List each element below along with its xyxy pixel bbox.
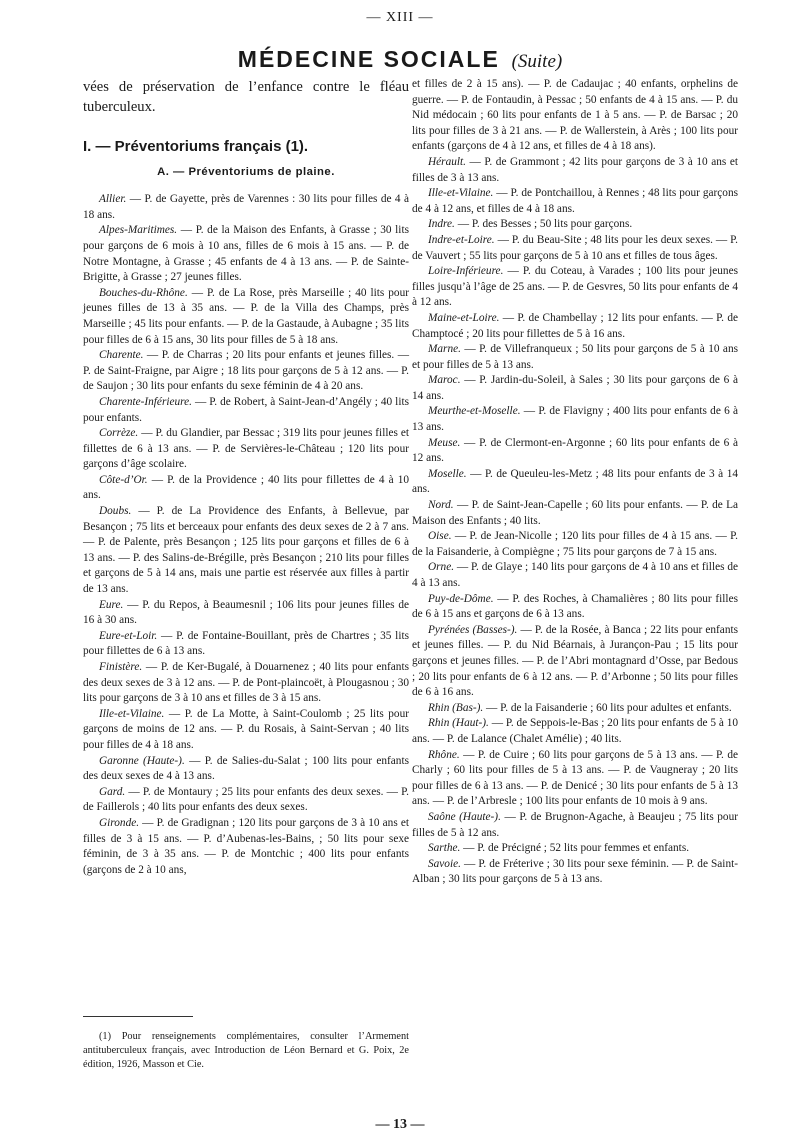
entry-text: — P. de La Providence des Enfants, à Bellevue, par Besançon ; 75 lits et berceaux pour enfants des deux sexes de 2 à 7 ans. — P. de Palente, près Besançon ; 125 lits pour garçons et filles de 6 à 13 ans. — P. des Salins-de-Brégille, près Besançon ; 210 lits pour filles et garçons de 5 à 14 ans, mais une partie est réservée aux filles à partir de 13 ans. [83, 505, 409, 596]
entry-place: Rhin (Haut-). [428, 717, 489, 730]
entry-place: Gironde. [99, 816, 140, 829]
entry-text: — P. de la Providence ; 40 lits pour fillettes de 4 à 10 ans. [83, 473, 409, 502]
entry-place: Loire-Inférieure. [428, 265, 504, 278]
entry-3 [83, 286, 409, 348]
entry-place: Puy-de-Dôme. [428, 592, 494, 605]
entry-place: Charente-Inférieure. [99, 395, 192, 408]
footnote: (1) Pour renseignements complémentaires, consulter l’Armement antituberculeux français, avec Introduction de Léon Bernard et G. Poix, 2e édition, 1926, Masson et Cie. [83, 1031, 409, 1070]
roman-page-number: — XIII — [366, 10, 434, 25]
entry-text: — P. de Clermont-en-Argonne ; 60 lits pour enfants de 6 à 12 ans. [412, 436, 738, 465]
entry-1 [412, 155, 738, 186]
entry-text: — P. de La Rose, près Marseille ; 40 lits pour jeunes filles de 13 à 35 ans. — P. de la Villa des Champs, près Marseille ; 45 lits pour enfants. — P. de la Gastaude, à Aubagne ; 35 lits pour filles de 6 à 15 ans, 30 lits pour filles de 5 à 18 ans. [83, 286, 409, 346]
entry-4 [83, 348, 409, 395]
entry-9 [412, 404, 738, 435]
entry-9 [83, 598, 409, 629]
entry-place: Indre. [428, 218, 455, 231]
entry-text: — P. de Charras ; 20 lits pour enfants et jeunes filles. — P. de Saint-Fraigne, par Aigre ; 18 lits pour garçons de 5 à 12 ans. — P. de Saujon ; 30 lits pour enfants du sexe féminin de 4 à 20 ans. [83, 349, 409, 393]
entry-2 [83, 223, 409, 285]
entry-text: — P. de Ker-Bugalé, à Douarnenez ; 40 lits pour enfants des deux sexes de 3 à 12 ans. — P. de Pont-plaincoët, à Plougasnou ; 30 lits pour garçons de 3 à 10 ans et filles de 3 à 15 ans. [83, 661, 409, 705]
entry-place: Alpes-Maritimes. [99, 224, 178, 237]
entry-text: — P. de Fontaine-Bouillant, près de Chartres ; 35 lits pour fillettes de 6 à 13 ans. [83, 629, 409, 658]
entry-11 [412, 467, 738, 498]
entry-text: — P. du Glandier, par Bessac ; 319 lits pour jeunes filles et fillettes de 6 à 13 ans. — P. de Servières-le-Château ; 120 lits pour garçons d’âge scolaire. [83, 427, 409, 471]
right-entries [412, 155, 738, 888]
title-suffix: (Suite) [511, 51, 563, 72]
entry-text: — P. de la Rosée, à Banca ; 22 lits pour enfants et jeunes filles. — P. du Nid Béarnais, à Jurançon-Pau ; 15 lits pour garçons et jeunes filles. — P. de l’Abri montagnard d’Osse, par Bedous ; 20 lits pour enfants de 6 à 12 ans. — P. d’Arbonne ; 50 lits pour filles de 6 à 16 ans. [412, 623, 739, 699]
entry-text: — P. de Robert, à Saint-Jean-d’Angély ; 40 lits pour enfants. [83, 395, 409, 424]
entry-place: Ille-et-Vilaine. [428, 187, 494, 200]
entry-place: Eure. [99, 598, 124, 611]
entry-12 [83, 707, 409, 754]
entry-8 [412, 373, 738, 404]
subsection-heading [83, 165, 409, 181]
entry-place: Orne. [428, 561, 455, 574]
entry-text: — P. de Queuleu-les-Metz ; 48 lits pour enfants de 3 à 14 ans. [412, 467, 738, 496]
entry-2 [412, 186, 738, 217]
entry-5 [412, 264, 738, 311]
entry-text: — P. de Fréterive ; 30 lits pour sexe féminin. — P. de Saint-Alban ; 30 lits pour garçons de 5 à 13 ans. [412, 857, 738, 886]
entry-place: Côte-d’Or. [99, 473, 148, 486]
entry-place: Hérault. [428, 155, 466, 168]
entry-text: — P. de Précigné ; 52 lits pour femmes et enfants. [460, 842, 690, 855]
entry-11 [83, 660, 409, 707]
entry-place: Bouches-du-Rhône. [99, 286, 188, 299]
title-text: MÉDECINE SOCIALE [237, 46, 500, 72]
entry-place: Garonne (Haute-). [99, 754, 185, 767]
entry-text: — P. de Salies-du-Salat ; 100 lits pour enfants des deux sexes de 4 à 13 ans. [83, 754, 409, 783]
entry-14 [83, 785, 409, 816]
entry-text: — P. de Gradignan ; 120 lits pour garçons de 3 à 10 ans et filles de 3 à 15 ans. — P. d’Aubenas-les-Bains, ; 50 lits pour sexe féminin, de 3 à 35 ans. — P. de Montchic ; 400 lits pour enfants (garçons de 2 à 10 ans, [83, 816, 409, 876]
entry-15 [412, 592, 738, 623]
right-column [412, 77, 738, 888]
entry-13 [83, 754, 409, 785]
entry-text: — P. du Repos, à Beaumesnil ; 106 lits pour jeunes filles de 16 à 30 ans. [83, 598, 409, 627]
entry-text: — P. de Gayette, près de Varennes : 30 lits pour filles de 4 à 18 ans. [83, 193, 409, 221]
continued-paragraph: vées de préservation de l’enfance contre le fléau tuberculeux. [83, 79, 409, 115]
entry-text: — P. de Montaury ; 25 lits pour enfants des deux sexes. — P. de Faillerols ; 40 lits pour enfants des deux sexes. [83, 785, 409, 814]
entry-place: Ille-et-Vilaine. [99, 707, 165, 720]
entry-text: — P. de Seppois-le-Bas ; 20 lits pour enfants de 5 à 10 ans. — P. de Lalance (Chalet Amélie) ; 40 lits. [412, 717, 739, 745]
page-title [0, 46, 800, 75]
entry-place: Allier. [99, 193, 127, 206]
entry-8 [83, 504, 409, 598]
entry-4 [412, 233, 738, 264]
entry-13 [412, 529, 738, 560]
entry-place: Nord. [428, 499, 454, 512]
entry-16 [412, 623, 738, 701]
entry-place: Charente. [99, 349, 144, 362]
footnote-divider [83, 1016, 193, 1017]
entry-22 [412, 857, 738, 888]
entry-place: Maine-et-Loire. [428, 311, 500, 324]
entry-15 [83, 816, 409, 878]
entry-place: Pyrénées (Basses-). [428, 623, 518, 636]
entry-7 [412, 342, 738, 373]
entry-text: — P. de Grammont ; 42 lits pour garçons de 3 à 10 ans et filles de 3 à 13 ans. [412, 155, 738, 184]
entry-5 [83, 395, 409, 426]
left-column [83, 77, 409, 878]
entry-place: Doubs. [99, 505, 132, 518]
entry-place: Savoie. [428, 857, 461, 870]
entry-12 [412, 498, 738, 529]
entry-place: Moselle. [428, 467, 467, 480]
entry-place: Saône (Haute-). [428, 810, 501, 823]
entry-21 [412, 841, 738, 857]
entry-text: — P. de La Motte, à Saint-Coulomb ; 25 lits pour garçons de moins de 12 ans. — P. du Rosais, à Saint-Servan ; 40 lits pour filles de 4 à 18 ans. [83, 707, 409, 751]
entry-text: — P. de Brugnon-Agache, à Beaujeu ; 75 lits pour filles de 5 à 12 ans. [412, 810, 738, 839]
entry-place: Indre-et-Loire. [428, 233, 495, 246]
entry-6 [412, 311, 738, 342]
left-entries [83, 192, 409, 878]
entry-place: Rhône. [428, 748, 460, 761]
entry-1 [83, 192, 409, 223]
entry-text: — P. du Coteau, à Varades ; 100 lits pour jeunes filles jusqu’à l’âge de 25 ans. — P. de Gesvres, 50 lits pour enfants de 4 à 12 ans. [412, 265, 738, 309]
subsection-heading-text: A. — Préventoriums de plaine. [157, 165, 335, 178]
entry-place: Oise. [428, 530, 452, 543]
entry-14 [412, 560, 738, 591]
entry-text: — P. de la Faisanderie ; 60 lits pour adultes et enfants. [483, 701, 732, 714]
entry-place: Gard. [99, 785, 126, 798]
entry-20 [412, 810, 738, 841]
entry-place: Finistère. [99, 661, 143, 673]
entry-place: Corrèze. [99, 427, 139, 440]
entry-text: — P. de Jean-Nicolle ; 120 lits pour filles de 4 à 15 ans. — P. de la Faisanderie, à Compiègne ; 75 lits pour garçons de 7 à 15 ans. [412, 530, 738, 558]
entry-place: Meuse. [428, 436, 461, 449]
entry-text: — P. de Saint-Jean-Capelle ; 60 lits pour enfants. — P. de La Maison des Enfants ; 40 lits. [412, 499, 738, 527]
entry-10 [83, 629, 409, 660]
entry-18 [412, 716, 738, 747]
continued-entry: et filles de 2 à 15 ans). — P. de Cadaujac ; 40 enfants, orphelins de guerre. — P. de Fontaudin, à Pessac ; 50 enfants de 4 à 15 ans. — P. du Nid médocain ; 60 lits pour enfants de 1 à 5 ans. — P. de Barsac ; 20 lits pour filles de 3 à 21 ans. — P. de Wallerstein, à Arès ; 100 lits pour enfants (garçons de 4 à 12 ans, et filles de 4 à 18 ans). [412, 78, 738, 153]
entry-place: Sarthe. [428, 842, 461, 855]
entry-text: — P. du Beau-Site ; 48 lits pour les deux sexes. — P. de Vauvert ; 55 lits pour garçons de 5 à 10 ans et filles de tous âges. [412, 233, 738, 262]
entry-text: — P. de Flavigny ; 400 lits pour enfants de 6 à 13 ans. [412, 405, 738, 434]
page-number: — 13 — [375, 1117, 425, 1132]
entry-10 [412, 436, 738, 467]
entry-text: — P. des Besses ; 50 lits pour garçons. [454, 218, 633, 231]
entry-text: — P. de Villefranqueux ; 50 lits pour garçons de 5 à 10 ans et pour filles de 5 à 13 ans. [412, 343, 738, 371]
entry-place: Marne. [428, 343, 461, 356]
entry-text: — P. de Pontchaillou, à Rennes ; 48 lits pour garçons de 4 à 12 ans, et filles de 4 à 18 ans. [412, 187, 738, 215]
entry-text: — P. de Cuire ; 60 lits pour garçons de 5 à 13 ans. — P. de Charly ; 60 lits pour filles de 5 à 13 ans. — P. de Vaugneray ; 20 lits pour filles de 6 à 13 ans. — P. de Denicé ; 30 lits pour enfants de 5 à 13 ans. — P. de l’Arbresle ; 100 lits pour enfants de 10 mois à 9 ans. [412, 748, 738, 808]
entry-text: — P. des Roches, à Chamalières ; 80 lits pour filles de 6 à 15 ans et garçons de 6 à 13 ans. [412, 592, 738, 621]
entry-place: Meurthe-et-Moselle. [428, 405, 521, 418]
entry-7 [83, 473, 409, 504]
entry-text: — P. de Glaye ; 140 lits pour garçons de 4 à 10 ans et filles de 4 à 13 ans. [412, 561, 738, 589]
entry-text: — P. Jardin-du-Soleil, à Sales ; 30 lits pour garçons de 6 à 14 ans. [412, 374, 738, 402]
entry-6 [83, 426, 409, 473]
entry-text: — P. de la Maison des Enfants, à Grasse ; 30 lits pour garçons de 6 mois à 10 ans, filles de 6 mois à 15 ans. — P. de Notre Montagne, à Grasse ; 45 enfants de 4 à 13 ans. — P. de Sainte-Brigitte, à Grasse ; 27 jeunes filles. [83, 224, 409, 284]
section-heading: I. — Préventoriums français (1). [83, 138, 309, 155]
entry-19 [412, 748, 738, 810]
entry-3 [412, 217, 738, 233]
entry-place: Maroc. [428, 374, 461, 387]
entry-place: Rhin (Bas-). [428, 701, 484, 714]
entry-place: Eure-et-Loir. [99, 629, 158, 642]
entry-17 [412, 701, 738, 717]
entry-text: — P. de Chambellay ; 12 lits pour enfants. — P. de Champtocé ; 20 lits pour fillettes de 5 à 16 ans. [412, 311, 738, 340]
